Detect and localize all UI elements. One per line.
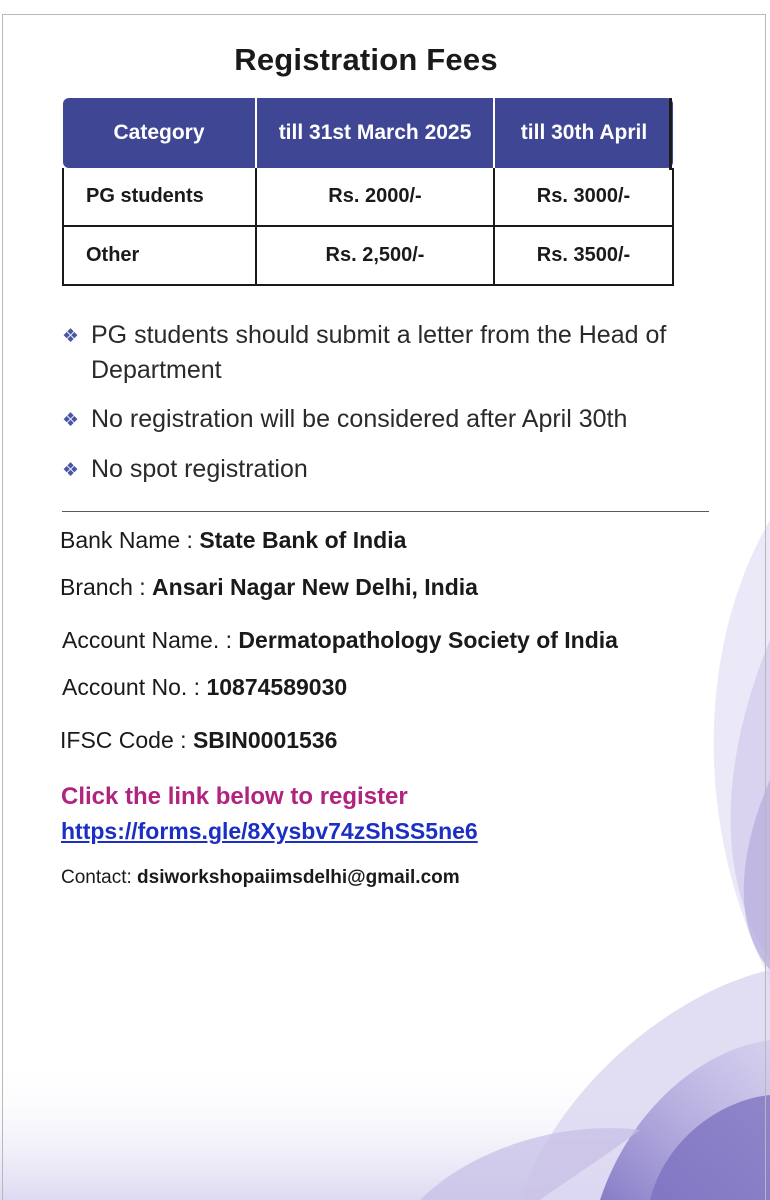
account-number-label: Account No. :	[62, 674, 201, 700]
account-number-row	[62, 674, 347, 701]
ifsc-value: SBIN0001536	[192, 727, 338, 753]
note-text: No spot registration	[91, 455, 308, 483]
column-header-category: Category	[63, 98, 256, 168]
row-early-fee-cell: Rs. 2,500/-	[256, 226, 494, 285]
row-category-cell: Other	[63, 226, 256, 285]
diamond-cluster-icon: ❖	[62, 410, 80, 431]
table-row	[63, 168, 673, 226]
notes-list	[62, 318, 722, 502]
row-early-fee-cell: Rs. 2000/-	[256, 168, 494, 226]
account-name-row	[62, 627, 618, 654]
row-category-cell: PG students	[63, 168, 256, 226]
contact-label: Contact:	[61, 867, 132, 888]
account-name-value: Dermatopathology Society of India	[238, 627, 618, 653]
row-late-fee-cell: Rs. 3500/-	[494, 226, 673, 285]
registration-link[interactable]: https://forms.gle/8Xysbv74zShSS5ne6	[61, 818, 478, 844]
list-item	[62, 318, 722, 388]
table-row	[63, 226, 673, 285]
contact-row	[61, 867, 460, 889]
note-text: PG students should submit a letter from the Head of Department	[91, 321, 667, 384]
page-title: Registration Fees	[234, 42, 498, 77]
bank-name-row	[60, 527, 406, 554]
note-text: No registration will be considered after April 30th	[91, 405, 628, 433]
bank-name-value: State Bank of India	[199, 527, 407, 553]
register-prompt: Click the link below to register	[61, 783, 408, 810]
bank-name-label: Bank Name :	[60, 527, 193, 553]
list-item	[62, 402, 722, 438]
fees-table	[62, 98, 674, 286]
list-item	[62, 452, 722, 488]
branch-row	[60, 574, 478, 601]
account-name-label: Account Name. :	[62, 627, 233, 653]
account-number-value: 10874589030	[206, 674, 348, 700]
contact-email[interactable]: dsiworkshopaiimsdelhi@gmail.com	[137, 867, 460, 888]
diamond-cluster-icon: ❖	[62, 460, 80, 481]
table-right-border	[669, 98, 672, 170]
fees-table-header-row	[63, 98, 673, 168]
section-divider	[62, 511, 709, 512]
row-late-fee-cell: Rs. 3000/-	[494, 168, 673, 226]
ifsc-label: IFSC Code :	[60, 727, 187, 753]
ifsc-row	[60, 727, 337, 754]
column-header-early-deadline: till 31st March 2025	[256, 98, 494, 168]
branch-value: Ansari Nagar New Delhi, India	[152, 574, 478, 600]
branch-label: Branch :	[60, 574, 146, 600]
column-header-late-deadline: till 30th April	[494, 98, 673, 168]
diamond-cluster-icon: ❖	[62, 326, 80, 347]
